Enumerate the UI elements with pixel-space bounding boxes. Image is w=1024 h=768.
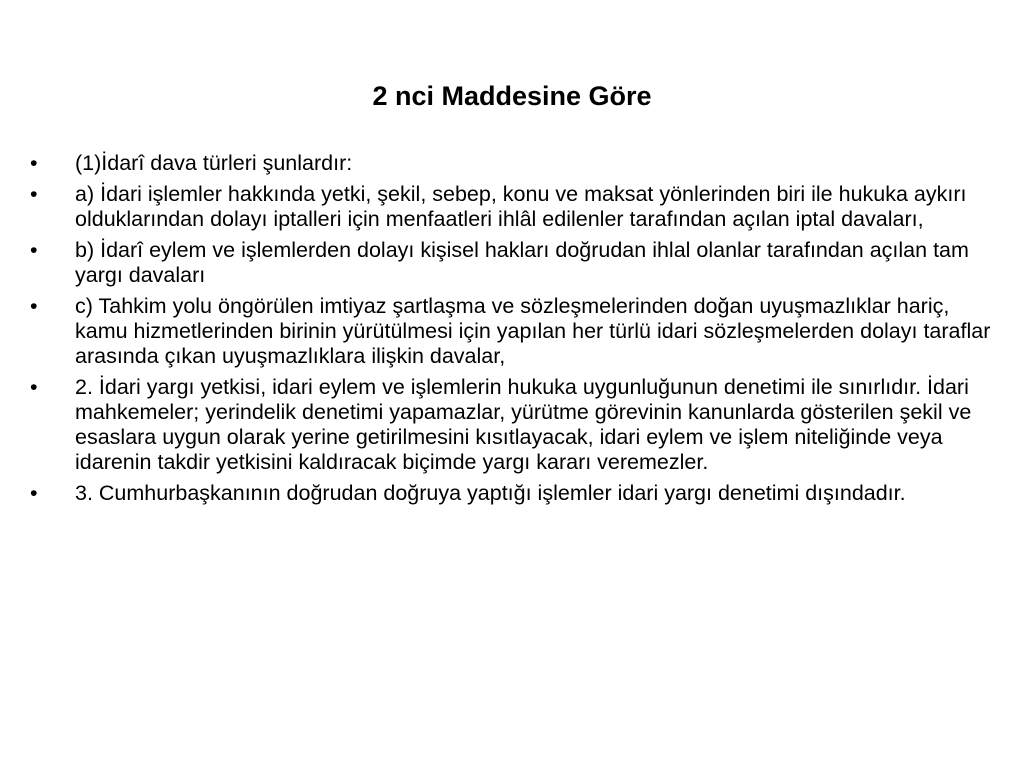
list-item	[30, 182, 1005, 232]
bullet-icon: •	[30, 238, 38, 262]
bullet-icon: •	[30, 182, 38, 206]
list-item-text: 2. İdari yargı yetkisi, idari eylem ve işlemlerin hukuka uygunluğunun denetimi ile sınırlıdır. İdari mahkemeler; yerindelik denetimi yapamazlar, yürütme görevinin kanunlarda gösterilen şekil ve esaslara uygun olarak yerine getirilmesini kısıtlayacak, idari eylem ve işlem niteliğinde veya idarenin takdir yetkisini kaldıracak biçimde yargı kararı veremezler.	[75, 375, 972, 474]
slide-title: 2 nci Maddesine Göre	[372, 81, 652, 111]
list-item	[30, 375, 1005, 475]
bullet-icon: •	[30, 294, 38, 318]
list-item	[30, 238, 1005, 288]
bullet-list	[30, 151, 1005, 512]
list-item-text: (1)İdarî dava türleri şunlardır:	[75, 151, 353, 175]
list-item-text: b) İdarî eylem ve işlemlerden dolayı kişisel hakları doğrudan ihlal olanlar tarafından açılan tam yargı davaları	[75, 238, 969, 287]
bullet-icon: •	[30, 375, 38, 399]
list-item	[30, 294, 1005, 369]
bullet-icon: •	[30, 481, 38, 505]
bullet-icon: •	[30, 151, 38, 175]
list-item	[30, 151, 1005, 176]
list-item-text: a) İdari işlemler hakkında yetki, şekil, sebep, konu ve maksat yönlerinden biri ile hukuka aykırı olduklarından dolayı iptalleri için menfaatleri ihlâl edilenler tarafından açılan iptal davaları,	[75, 182, 967, 231]
list-item-text: c) Tahkim yolu öngörülen imtiyaz şartlaşma ve sözleşmelerinden doğan uyuşmazlıklar hariç, kamu hizmetlerinden birinin yürütülmesi için yapılan her türlü idari sözleşmelerden dolayı taraflar arasında çıkan uyuşmazlıklara ilişkin davalar,	[75, 294, 991, 368]
list-item	[30, 481, 1005, 506]
list-item-text: 3. Cumhurbaşkanının doğrudan doğruya yaptığı işlemler idari yargı denetimi dışındadır.	[75, 481, 906, 505]
